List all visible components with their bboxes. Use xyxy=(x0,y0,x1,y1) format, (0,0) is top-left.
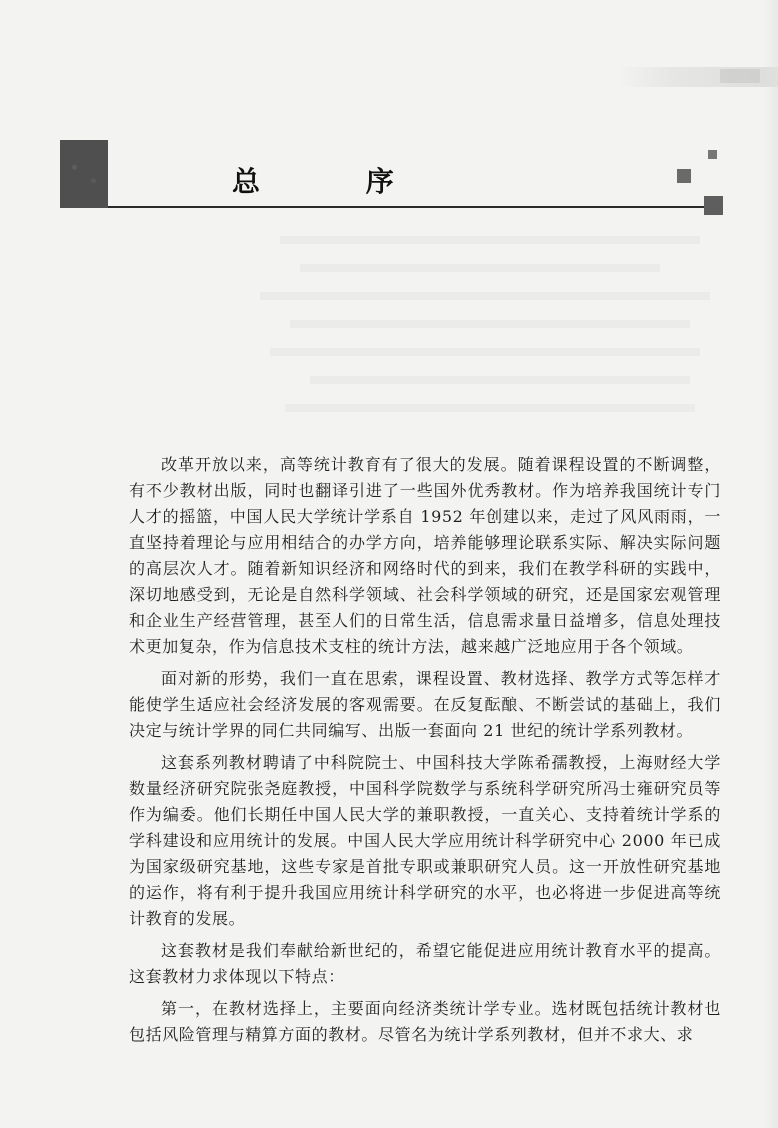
decorative-square-large xyxy=(704,196,723,215)
bleed-through-line xyxy=(260,292,710,300)
decorative-square-small xyxy=(708,150,717,159)
faint-header-mark xyxy=(720,69,760,83)
paragraph: 第一，在教材选择上，主要面向经济类统计学专业。选材既包括统计教材也包括风险管理与精算方面的教材。尽管名为统计学系列教材，但并不求大、求 xyxy=(129,999,721,1044)
bleed-through-line xyxy=(300,264,660,272)
bleed-through-line xyxy=(270,348,700,356)
paragraph: 面对新的形势，我们一直在思索，课程设置、教材选择、教学方式等怎样才能使学生适应社会经济发展的客观需要。在反复酝酿、不断尝试的基础上，我们决定与统计学界的同仁共同编写、出版一套面向 21 世纪的统计学系列教材。 xyxy=(129,669,721,740)
title-dark-block xyxy=(60,140,108,208)
bleed-through-line xyxy=(280,236,700,244)
page-title: 总 序 xyxy=(232,165,442,198)
paragraph: 这套教材是我们奉献给新世纪的，希望它能促进应用统计教育水平的提高。这套教材力求体现以下特点： xyxy=(129,941,721,986)
paragraph: 这套系列教材聘请了中科院院士、中国科技大学陈希孺教授，上海财经大学数量经济研究院张尧庭教授，中国科学院数学与系统科学研究所冯士雍研究员等作为编委。他们长期任中国人民大学的兼职教授，一直关心、支持着统计学系的学科建设和应用统计的发展。中国人民大学应用统计科学研究中心 2000 年已成为国家级研究基地，这些专家是首批专职或兼职研究人员。这一开放性研究基地的运作，将有利于提升我国应用统计科学研究的水平，也必将进一步促进高等统计教育的发展。 xyxy=(129,753,721,928)
paragraph: 改革开放以来，高等统计教育有了很大的发展。随着课程设置的不断调整，有不少教材出版，同时也翻译引进了一些国外优秀教材。作为培养我国统计专门人才的摇篮，中国人民大学统计学系自 1952 年创建以来，走过了风风雨雨，一直坚持着理论与应用相结合的办学方向，培养能够理论联系实际、解决实际问题的高层次人才。随着新知识经济和网络时代的到来，我们在教学科研的实践中，深切地感受到，无论是自然科学领域、社会科学领域的研究，还是国家宏观管理和企业生产经营管理，甚至人们的日常生活，信息需求量日益增多，信息处理技术更加复杂，作为信息技术支柱的统计方法，越来越广泛地应用于各个领域。 xyxy=(129,455,721,656)
title-underline-rule xyxy=(108,206,704,208)
bleed-through-line xyxy=(285,404,695,412)
preface-body xyxy=(129,452,721,1048)
bleed-through-line xyxy=(290,320,690,328)
faint-running-header xyxy=(618,67,778,87)
decorative-square-medium xyxy=(677,169,691,183)
bleed-through-line xyxy=(310,376,690,384)
scan-edge-shadow xyxy=(764,0,778,1128)
